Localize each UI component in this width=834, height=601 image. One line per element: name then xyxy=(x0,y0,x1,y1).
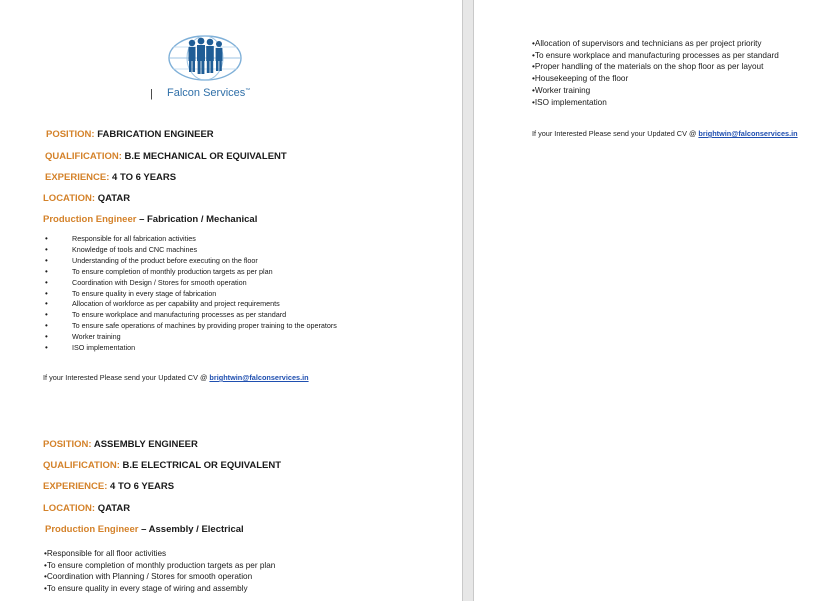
falcon-globe-people-icon xyxy=(168,34,242,82)
list-item: • To ensure completion of monthly production targets as per plan xyxy=(44,560,275,572)
job2-qualification xyxy=(43,460,281,471)
list-item: • Allocation of workforce as per capability and project requirements xyxy=(45,299,337,310)
list-item: • Understanding of the product before executing on the floor xyxy=(45,256,337,267)
role-label: Production Engineer xyxy=(45,524,139,535)
job2-experience xyxy=(43,481,174,492)
position-value: ASSEMBLY ENGINEER xyxy=(93,439,198,450)
company-name xyxy=(167,87,250,99)
job2-cv-line xyxy=(532,129,798,138)
logo-separator: | xyxy=(150,88,153,100)
location-value: QATAR xyxy=(97,503,131,514)
job1-role xyxy=(43,214,257,225)
list-item: • Allocation of supervisors and technicians as per project priority xyxy=(532,38,779,50)
list-item: • ISO implementation xyxy=(45,343,337,354)
page-gutter xyxy=(462,0,474,601)
position-label: POSITION: xyxy=(43,439,92,450)
cv-email-link[interactable]: brightwin@falconservices.in xyxy=(209,373,309,382)
qualification-label: QUALIFICATION: xyxy=(45,151,122,162)
list-item: • To ensure workplace and manufacturing processes as per standard xyxy=(532,50,779,62)
job2-position xyxy=(43,439,198,450)
job2-role xyxy=(45,524,244,535)
job2-duties xyxy=(44,548,275,595)
experience-value: 4 TO 6 YEARS xyxy=(110,481,175,492)
location-value: QATAR xyxy=(97,193,131,204)
job1-cv-line xyxy=(43,373,309,382)
role-label: Production Engineer xyxy=(43,214,137,225)
location-label: LOCATION: xyxy=(43,193,96,204)
job1-experience xyxy=(45,172,176,183)
company-logo xyxy=(150,34,310,104)
list-item: • Housekeeping of the floor xyxy=(532,73,779,85)
job1-position xyxy=(46,129,214,140)
qualification-value: B.E MECHANICAL OR EQUIVALENT xyxy=(124,151,287,162)
company-name-text: Falcon Services xyxy=(167,87,246,99)
cv-text: If your Interested Please send your Updated CV @ xyxy=(43,373,210,382)
role-value: – Assembly / Electrical xyxy=(141,524,244,535)
position-value: FABRICATION ENGINEER xyxy=(97,129,214,140)
document-page-2 xyxy=(474,0,834,601)
job1-duties xyxy=(45,234,337,354)
experience-label: EXPERIENCE: xyxy=(43,481,108,492)
experience-label: EXPERIENCE: xyxy=(45,172,110,183)
list-item: • To ensure quality in every stage of fabrication xyxy=(45,289,337,300)
cv-text: If your Interested Please send your Updated CV @ xyxy=(532,129,699,138)
job1-location xyxy=(43,193,130,204)
list-item: • Responsible for all floor activities xyxy=(44,548,275,560)
qualification-value: B.E ELECTRICAL OR EQUIVALENT xyxy=(122,460,282,471)
role-value: – Fabrication / Mechanical xyxy=(139,214,258,225)
job2-location xyxy=(43,503,130,514)
position-label: POSITION: xyxy=(46,129,95,140)
list-item: • Proper handling of the materials on the shop floor as per layout xyxy=(532,61,779,73)
list-item: • Coordination with Design / Stores for smooth operation xyxy=(45,278,337,289)
list-item: • To ensure quality in every stage of wiring and assembly xyxy=(44,583,275,595)
cv-email-link[interactable]: brightwin@falconservices.in xyxy=(698,129,798,138)
experience-value: 4 TO 6 YEARS xyxy=(112,172,177,183)
list-item: • To ensure workplace and manufacturing processes as per standard xyxy=(45,310,337,321)
list-item: • ISO implementation xyxy=(532,97,779,109)
list-item: • Knowledge of tools and CNC machines xyxy=(45,245,337,256)
list-item: • Worker training xyxy=(45,332,337,343)
list-item: • Coordination with Planning / Stores for smooth operation xyxy=(44,571,275,583)
qualification-label: QUALIFICATION: xyxy=(43,460,120,471)
list-item: • To ensure safe operations of machines by providing proper training to the operators xyxy=(45,321,337,332)
trademark-symbol: ™ xyxy=(245,87,251,94)
list-item: • Worker training xyxy=(532,85,779,97)
list-item: • To ensure completion of monthly production targets as per plan xyxy=(45,267,337,278)
job2-duties-continued xyxy=(532,38,779,108)
list-item: • Responsible for all fabrication activities xyxy=(45,234,337,245)
location-label: LOCATION: xyxy=(43,503,96,514)
job1-qualification xyxy=(45,151,287,162)
